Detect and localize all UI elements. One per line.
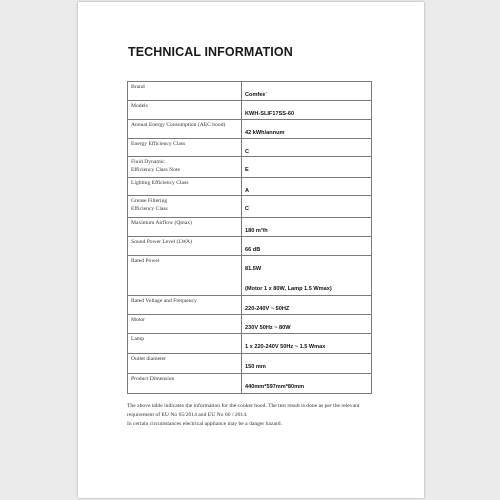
footnotes bbox=[127, 402, 387, 429]
table-row bbox=[128, 315, 372, 334]
table-row bbox=[128, 120, 372, 139]
table-row bbox=[128, 218, 372, 237]
spec-value: 1 x 220-240V 50Hz ~ 1.5 Wmax bbox=[242, 334, 372, 354]
table-row bbox=[128, 196, 372, 218]
table-row bbox=[128, 139, 372, 157]
spec-value: C bbox=[242, 196, 372, 218]
spec-label: Rated Voltage and Frequency bbox=[128, 296, 242, 315]
table-row bbox=[128, 334, 372, 354]
spec-label: Maximum Airflow (Qmax) bbox=[128, 218, 242, 237]
spec-value: Comfee` bbox=[242, 82, 372, 101]
table-row bbox=[128, 157, 372, 178]
spec-label: Energy Efficiency Class bbox=[128, 139, 242, 157]
document-page bbox=[78, 2, 424, 498]
page-title: TECHNICAL INFORMATION bbox=[128, 45, 293, 59]
spec-label: Grease Filtering Efficiency Class bbox=[128, 196, 242, 218]
table-row bbox=[128, 82, 372, 101]
table-row bbox=[128, 256, 372, 296]
table-row bbox=[128, 101, 372, 120]
spec-value: C bbox=[242, 139, 372, 157]
spec-label: Models bbox=[128, 101, 242, 120]
spec-value: E bbox=[242, 157, 372, 178]
spec-value: 66 dB bbox=[242, 237, 372, 256]
spec-value: 81.5W (Motor 1 x 80W, Lamp 1.5 Wmax) bbox=[242, 256, 372, 296]
table-row bbox=[128, 296, 372, 315]
spec-value: 150 mm bbox=[242, 354, 372, 374]
spec-value: 42 kWh/annum bbox=[242, 120, 372, 139]
spec-value: KWH-SLIF17SS-60 bbox=[242, 101, 372, 120]
table-row bbox=[128, 374, 372, 394]
spec-value: 230V 50Hz ~ 80W bbox=[242, 315, 372, 334]
footnote-text: The above table indicates the information for the cooker hood. The test result is done as per the relevant requirement of EU No 65/2014 and EU No 66 / 2014. bbox=[127, 403, 360, 418]
table-row bbox=[128, 237, 372, 256]
spec-label: Sound Power Level (LWA) bbox=[128, 237, 242, 256]
spec-label: Outlet diameter bbox=[128, 354, 242, 374]
spec-label: Brand bbox=[128, 82, 242, 101]
spec-label: Product Dimension bbox=[128, 374, 242, 394]
spec-label: Lighting Efficiency Class bbox=[128, 178, 242, 196]
spec-table bbox=[127, 81, 372, 394]
spec-value: 220-240V ~ 50HZ bbox=[242, 296, 372, 315]
spec-label: Rated Power bbox=[128, 256, 242, 296]
spec-value: A bbox=[242, 178, 372, 196]
spec-label: Lamp bbox=[128, 334, 242, 354]
spec-label: Motor bbox=[128, 315, 242, 334]
spec-value: 180 m³/h bbox=[242, 218, 372, 237]
table-row bbox=[128, 354, 372, 374]
spec-label: Annual Energy Consumption (AEC hood) bbox=[128, 120, 242, 139]
spec-label: Fluid Dynamic Efficiency Class Note bbox=[128, 157, 242, 178]
footnote-text: In certain circumstances electrical appliance may be a danger hazard. bbox=[127, 421, 282, 427]
spec-value: 440mm*597mm*80mm bbox=[242, 374, 372, 394]
table-row bbox=[128, 178, 372, 196]
